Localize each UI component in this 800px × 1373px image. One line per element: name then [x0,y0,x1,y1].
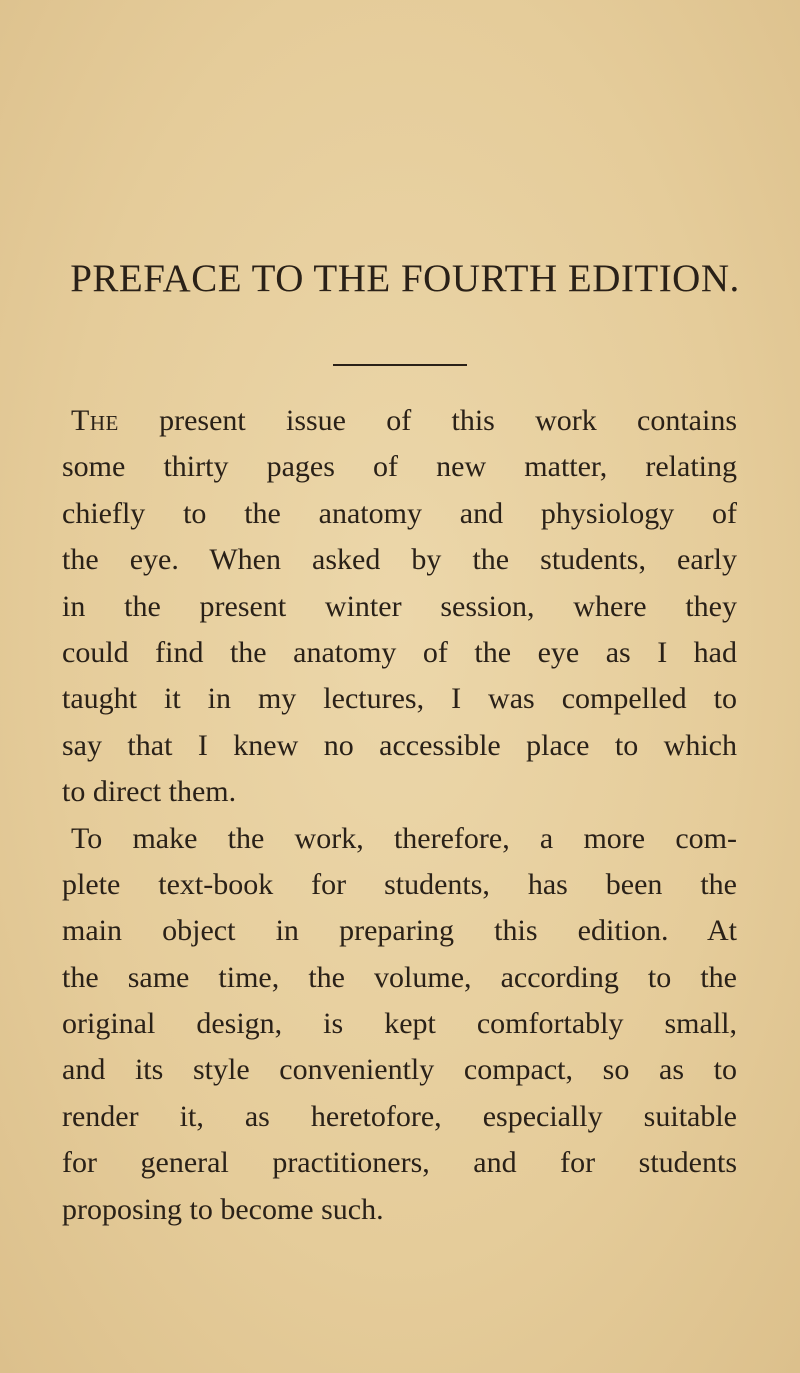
paragraph-line: to direct them. [62,775,237,809]
paragraph-line: To make the work, therefore, a more com- [71,821,737,855]
paragraph-line: render it, as heretofore, especially suitable [62,1099,737,1133]
paragraph-line: chiefly to the anatomy and physiology of [62,496,737,530]
paragraph-line: and its style conveniently compact, so as to [62,1053,737,1087]
paragraph-line: main object in preparing this edition. At [62,914,737,948]
paragraph-line: proposing to become such. [62,1192,384,1226]
paragraph-line: could find the anatomy of the eye as I had [62,635,737,669]
preface-body [62,398,737,1233]
paragraph-1 [62,398,737,816]
paragraph-line: in the present winter session, where they [62,589,737,623]
paragraph-line: say that I knew no accessible place to which [62,728,737,762]
paragraph-line: The present issue of this work contains [71,404,737,437]
paragraph-line: plete text-book for students, has been the [62,867,737,901]
page-heading: PREFACE TO THE FOURTH EDITION. [70,257,740,300]
paragraph-2 [62,816,737,1234]
paragraph-line: the eye. When asked by the students, early [62,543,737,577]
paragraph-line: original design, is kept comfortably small, [62,1007,737,1041]
paragraph-line: some thirty pages of new matter, relating [62,450,737,484]
paragraph-lead-word: The [71,404,119,437]
paragraph-line: taught it in my lectures, I was compelled to [62,682,737,716]
heading-divider [333,364,467,366]
paragraph-line: for general practitioners, and for students [62,1146,737,1180]
paragraph-line: the same time, the volume, according to the [62,960,737,994]
